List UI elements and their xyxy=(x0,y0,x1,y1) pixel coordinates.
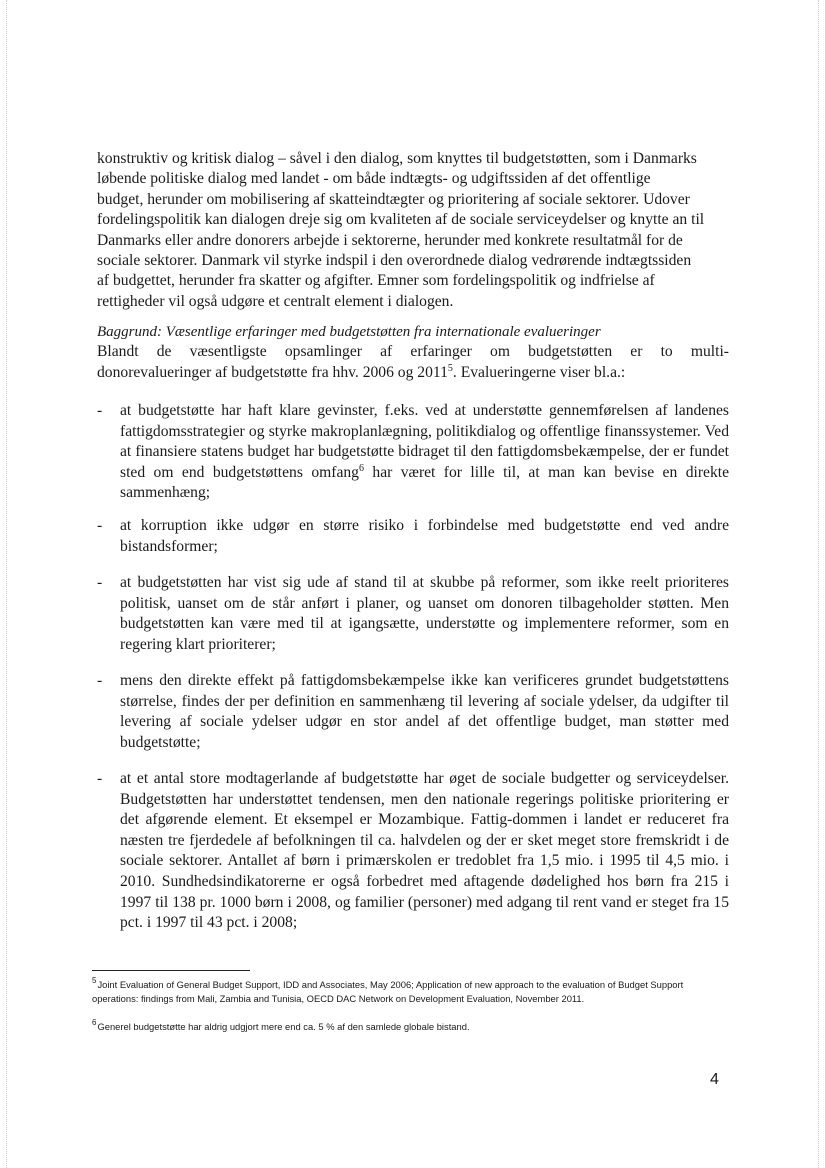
section-lead xyxy=(97,341,729,383)
intro-line: fordelingspolitik kan dialogen dreje sig om kvaliteten af de sociale serviceydelser og knytte an til xyxy=(97,211,705,229)
bullet-text xyxy=(120,401,729,504)
lead-line xyxy=(97,362,729,383)
intro-line: løbende politiske dialog med landet - om både indtægts- og udgiftssiden af det offentlige xyxy=(97,170,651,188)
bullet-dash: - xyxy=(97,402,103,419)
bullet-text-part: at budgetstøtte har haft klare gevinster, f.eks. ved at understøtte gennemførelsen af landenes fattigdomsstrategier og styrke makroplanlægning, politikdialog og offentlige finanssystemer. Ved at finansiere statens budget har budgetstøtte bidraget til den fattigdomsbekæmpelse, der er fundet sted om end budgetstøttens omfang xyxy=(120,402,729,481)
bullet-dash: - xyxy=(97,517,103,534)
bullet-text-part: har været for lille til, at man kan bevise en direkte sammenhæng; xyxy=(120,463,729,502)
bullet-dash: - xyxy=(97,770,103,787)
bullet-item xyxy=(97,573,729,655)
lead-line-text: donorevalueringer af budgetstøtte fra hhv. 2006 og 2011 xyxy=(97,364,448,381)
intro-line: budget, herunder om mobilisering af skatteindtægter og prioritering af sociale sektorer. Udover xyxy=(97,190,690,208)
bullet-text: mens den direkte effekt på fattigdomsbekæmpelse ikke kan verificeres grundet budgetstøttens størrelse, findes der per definition en sammenhæng til levering af sociale ydelser, da udgifter til levering af sociale ydelser udgør en stor andel af det offentlige budget, man støtter med budgetstøtte; xyxy=(120,672,729,751)
lead-line: Blandt de væsentligste opsamlinger af erfaringer om budgetstøtten er to multi- xyxy=(97,343,729,360)
bullet-item xyxy=(97,671,729,753)
footnote-6 xyxy=(92,1020,732,1034)
intro-line: Danmarks eller andre donorers arbejde i sektorerne, herunder med konkrete resultatmål for de xyxy=(97,231,683,249)
bullet-dash: - xyxy=(97,672,103,689)
bullet-item xyxy=(97,401,729,504)
page-number: 4 xyxy=(710,1071,719,1088)
bullet-text: at et antal store modtagerlande af budgetstøtte har øget de sociale budgetter og serviceydelser. Budgetstøtten har understøttet tendensen, men den nationale regerings politiske prioritering er det afgørende element. Et eksempel er Mozambique. Fattig-dommen i landet er reduceret fra næsten tre fjerdedele af befolkningen til ca. halvdelen og der er sket meget store fremskridt i de sociale sektorer. Antallet af børn i primærskolen er tredoblet fra 1,5 mio. i 1995 til 4,5 mio. i 2010. Sundhedsindikatorerne er også forbedret med aftagende dødelighed hos børn fra 215 i 1997 til 138 pr. 1000 børn i 2008, og familier (personer) med adgang til rent vand er steget fra 15 pct. i 1997 til 43 pct. i 2008; xyxy=(120,770,729,932)
footnote-ref-6[interactable]: 6 xyxy=(358,462,364,474)
footnote-divider xyxy=(92,970,250,971)
section-heading: Baggrund: Væsentlige erfaringer med budgetstøtten fra internationale evalueringer xyxy=(97,324,601,340)
bullet-item xyxy=(97,516,729,557)
footnote-ref-5[interactable]: 5 xyxy=(447,362,453,374)
intro-line: sociale sektorer. Danmark vil styrke indspil i den overordnede dialog vedrørende indtægtssiden xyxy=(97,252,692,270)
footnote-text: Joint Evaluation of General Budget Support, IDD and Associates, May 2006; Application of new approach to the evaluation of Budget Support operations: findings from Mali, Zambia and Tunisia, OECD DAC Network on Development Evaluation, November 2011. xyxy=(92,979,684,1004)
bullet-text: at korruption ikke udgør en større risiko i forbindelse med budgetstøtte end ved andre bistandsformer; xyxy=(120,517,729,555)
lead-line-end: . Evalueringerne viser bl.a.: xyxy=(452,364,626,381)
bullet-dash: - xyxy=(97,574,103,591)
bullet-text: at budgetstøtten har vist sig ude af stand til at skubbe på reformer, som ikke reelt prioriteres politisk, uanset om de står anført i planer, og uanset om donoren tilbageholder støtten. Men budgetstøtten kan være med til at igangsætte, understøtte og implementere reformer, som en regering klart prioriterer; xyxy=(120,574,729,653)
footnote-number: 6 xyxy=(92,1018,97,1027)
bullet-item xyxy=(97,769,729,934)
intro-line: konstruktiv og kritisk dialog – såvel i den dialog, som knyttes til budgetstøtten, som i Danmarks xyxy=(97,150,697,167)
intro-line: rettigheder vil også udgøre et centralt element i dialogen. xyxy=(97,292,454,310)
intro-line: af budgettet, herunder fra skatter og afgifter. Emner som fordelingspolitik og indfrielse af xyxy=(97,272,655,290)
scan-edge-right xyxy=(818,0,819,1168)
scan-edge-left xyxy=(6,0,7,1168)
footnote-5 xyxy=(92,978,732,1005)
footnote-text: Generel budgetstøtte har aldrig udgjort mere end ca. 5 % af den samlede globale bistand. xyxy=(97,1021,470,1032)
footnote-number: 5 xyxy=(92,976,97,985)
intro-paragraph xyxy=(97,149,729,312)
